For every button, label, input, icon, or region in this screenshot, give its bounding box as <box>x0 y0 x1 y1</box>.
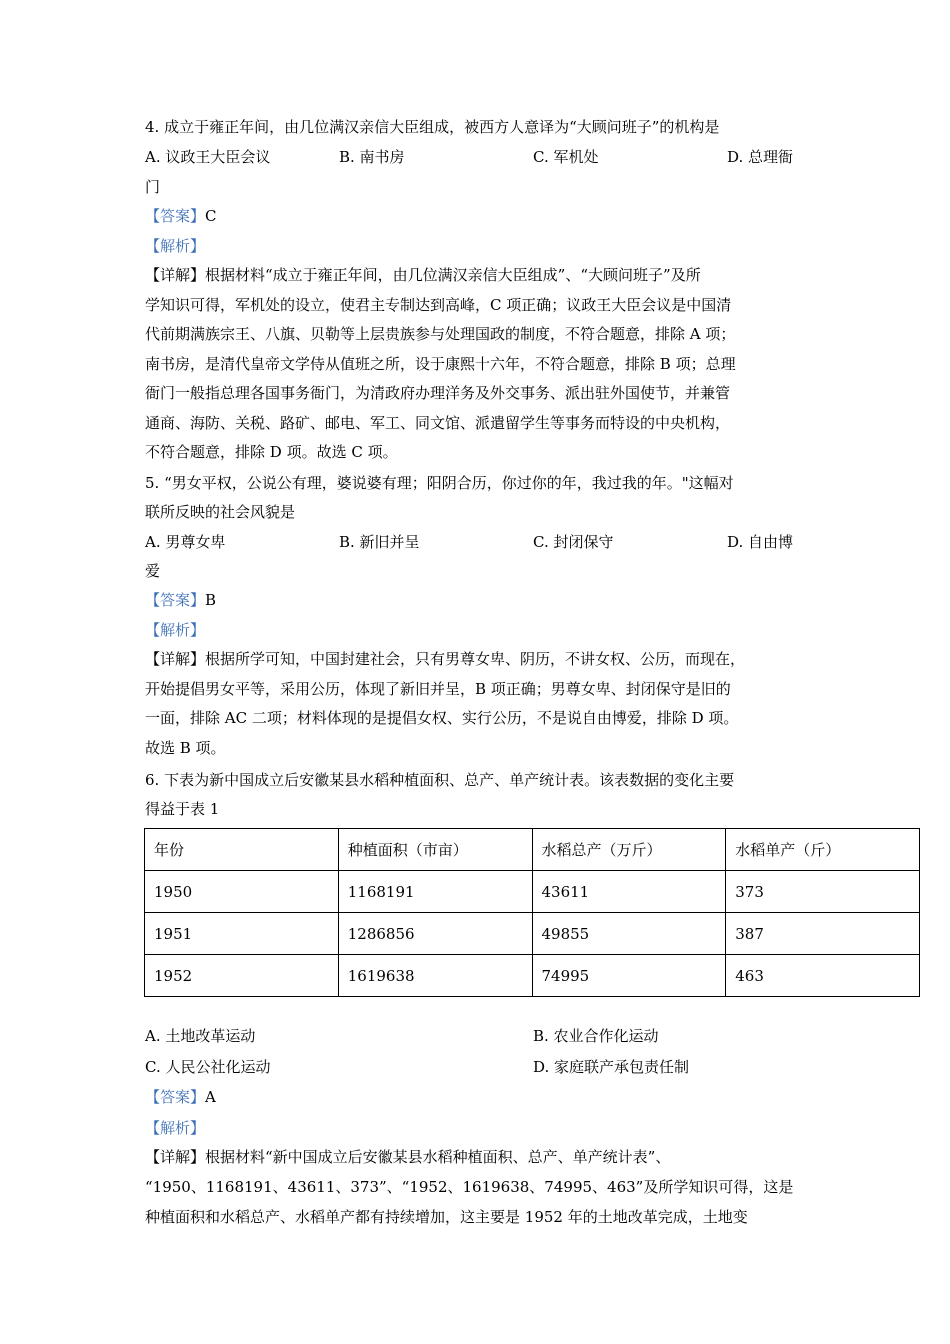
table-cell: 43611 <box>532 871 726 913</box>
q6-stem: 6. 下表为新中国成立后安徽某县水稻种植面积、总产、单产统计表。该表数据的变化主要 <box>145 771 735 789</box>
q4-detail-line <box>145 265 701 285</box>
table-header-cell: 年份 <box>145 829 339 871</box>
q5-detail-line: 故选 B 项。 <box>145 739 226 757</box>
table-cell: 49855 <box>532 913 726 955</box>
detail-text: 根据材料“成立于雍正年间，由几位满汉亲信大臣组成”、“大顾问班子”及所 <box>205 266 701 284</box>
table-row <box>145 913 920 955</box>
q6-option-b: B. 农业合作化运动 <box>533 1027 659 1045</box>
table-cell: 1286856 <box>338 913 532 955</box>
answer-value: A <box>205 1088 216 1106</box>
table-cell: 387 <box>726 913 920 955</box>
q4-detail-line: 南书房，是清代皇帝文学侍从值班之所，设于康熙十六年，不符合题意，排除 B 项；总理 <box>145 355 736 373</box>
answer-tag: 【答案】 <box>145 207 206 225</box>
q4-option-c: C. 军机处 <box>533 148 599 166</box>
q5-option-c: C. 封闭保守 <box>533 533 614 551</box>
q4-answer <box>145 206 217 226</box>
q6-option-a: A. 土地改革运动 <box>145 1027 256 1045</box>
q5-option-b: B. 新旧并呈 <box>339 533 420 551</box>
q4-detail-line: 代前期满族宗王、八旗、贝勒等上层贵族参与处理国政的制度，不符合题意，排除 A 项； <box>145 325 736 343</box>
table-header-cell: 种植面积（市亩） <box>338 829 532 871</box>
answer-value: B <box>205 591 217 609</box>
table-header-cell: 水稻单产（斤） <box>726 829 920 871</box>
q6-option-d: D. 家庭联产承包责任制 <box>533 1058 690 1076</box>
q5-detail-line: 一面，排除 AC 二项；材料体现的是提倡女权、实行公历，不是说自由博爱，排除 D 项。 <box>145 709 739 727</box>
q6-answer <box>145 1087 216 1107</box>
q5-stem: 联所反映的社会风貌是 <box>145 503 296 521</box>
q6-stem: 得益于表 1 <box>145 800 220 818</box>
detail-text: 根据材料“新中国成立后安徽某县水稻种植面积、总产、单产统计表”、 <box>205 1148 671 1166</box>
q4-analysis-tag: 【解析】 <box>145 237 206 255</box>
table-row <box>145 955 920 997</box>
q5-option-d-wrap: 爱 <box>145 562 161 580</box>
q6-option-c: C. 人民公社化运动 <box>145 1058 271 1076</box>
detail-tag: 【详解】 <box>145 1148 206 1166</box>
detail-text: 根据所学可知，中国封建社会，只有男尊女卑、阴历，不讲女权、公历，而现在， <box>205 650 746 668</box>
q5-analysis-tag: 【解析】 <box>145 621 206 639</box>
table-cell: 1950 <box>145 871 339 913</box>
q5-detail-line <box>145 649 745 669</box>
table-row <box>145 871 920 913</box>
detail-tag: 【详解】 <box>145 650 206 668</box>
detail-tag: 【详解】 <box>145 266 206 284</box>
table-header-row <box>145 829 920 871</box>
q4-stem: 4. 成立于雍正年间，由几位满汉亲信大臣组成，被西方人意译为“大顾问班子”的机构是 <box>145 118 720 136</box>
q6-detail-line <box>145 1147 670 1167</box>
q6-analysis-tag: 【解析】 <box>145 1119 206 1137</box>
q4-option-d-wrap: 门 <box>145 178 161 196</box>
q4-detail-line: 衙门一般指总理各国事务衙门，为清政府办理洋务及外交事务、派出驻外国使节，并兼管 <box>145 384 731 402</box>
table-cell: 1168191 <box>338 871 532 913</box>
q5-option-a: A. 男尊女卑 <box>145 533 226 551</box>
answer-tag: 【答案】 <box>145 1088 206 1106</box>
q6-data-table <box>144 828 920 997</box>
q4-option-b: B. 南书房 <box>339 148 405 166</box>
q4-detail-line: 通商、海防、关税、路矿、邮电、军工、同文馆、派遣留学生等事务而特设的中央机构， <box>145 414 731 432</box>
answer-tag: 【答案】 <box>145 591 206 609</box>
table-cell: 1951 <box>145 913 339 955</box>
q5-answer <box>145 590 216 610</box>
table-header-cell: 水稻总产（万斤） <box>532 829 726 871</box>
table-cell: 74995 <box>532 955 726 997</box>
q5-stem: 5. “男女平权，公说公有理，婆说婆有理；阳阴合历，你过你的年，我过我的年。"这幅对 <box>145 474 734 492</box>
q4-option-a: A. 议政王大臣会议 <box>145 148 271 166</box>
q6-detail-line: “1950、1168191、43611、373”、“1952、1619638、74995、463”及所学知识可得，这是 <box>145 1178 794 1196</box>
q4-detail-line: 不符合题意，排除 D 项。故选 C 项。 <box>145 443 398 461</box>
table-cell: 373 <box>726 871 920 913</box>
table-cell: 463 <box>726 955 920 997</box>
table-cell: 1952 <box>145 955 339 997</box>
q6-detail-line: 种植面积和水稻总产、水稻单产都有持续增加，这主要是 1952 年的土地改革完成，土地变 <box>145 1208 748 1226</box>
answer-value: C <box>205 207 217 225</box>
q4-detail-line: 学知识可得，军机处的设立，使君主专制达到高峰，C 项正确；议政王大臣会议是中国清 <box>145 296 732 314</box>
q4-option-d: D. 总理衙 <box>727 148 794 166</box>
table-cell: 1619638 <box>338 955 532 997</box>
q5-detail-line: 开始提倡男女平等，采用公历，体现了新旧并呈，B 项正确；男尊女卑、封闭保守是旧的 <box>145 680 731 698</box>
q5-option-d: D. 自由博 <box>727 533 794 551</box>
